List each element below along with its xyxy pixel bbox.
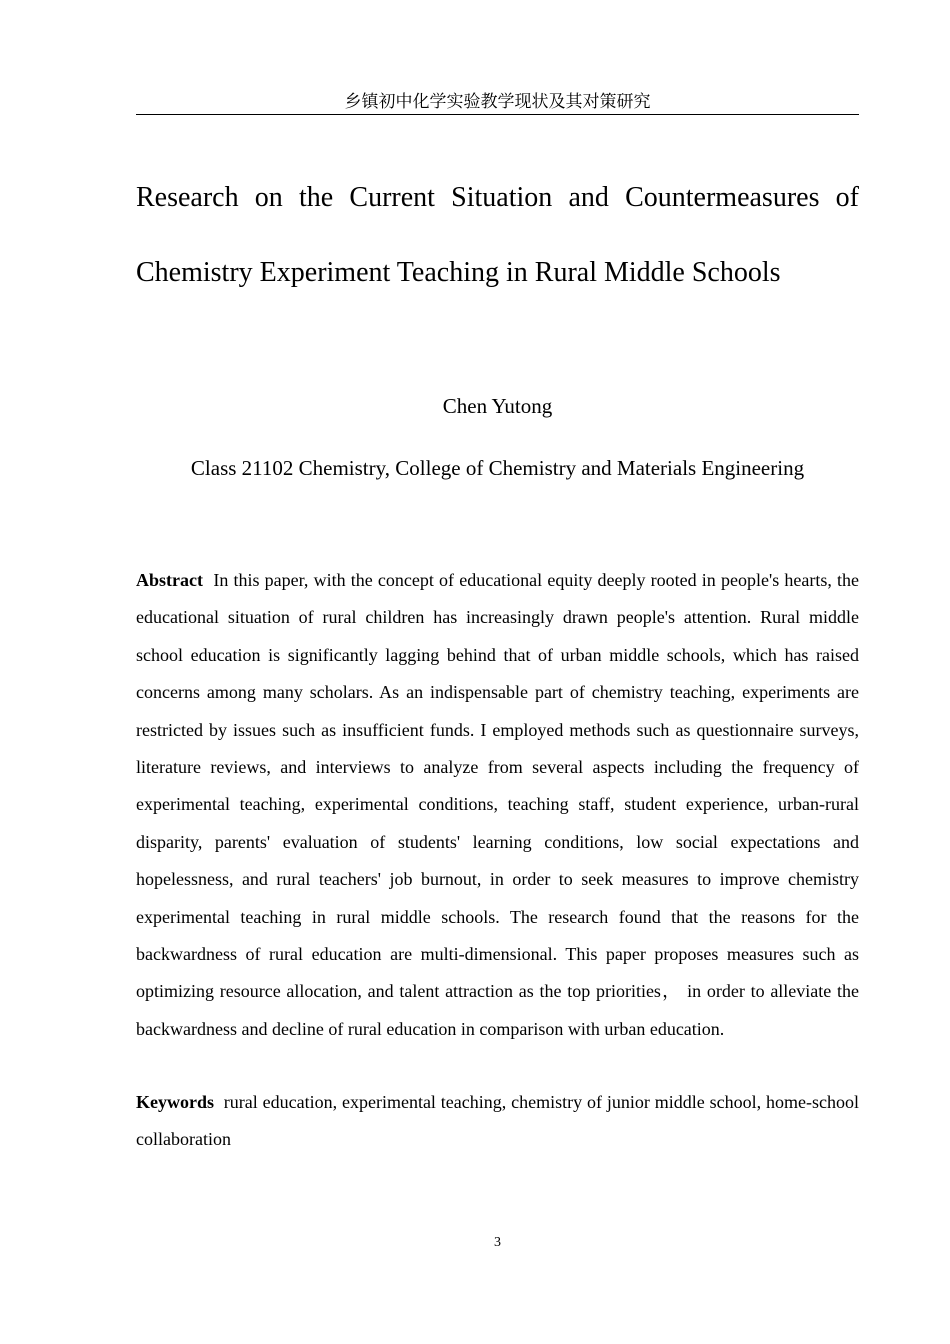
author-name: Chen Yutong	[442, 394, 553, 418]
paper-title-line-2: Chemistry Experiment Teaching in Rural Middle Schools	[136, 257, 781, 288]
keywords-paragraph	[136, 1084, 859, 1158]
paper-title	[136, 160, 859, 310]
author-affiliation: Class 21102 Chemistry, College of Chemistry and Materials Engineering	[190, 456, 805, 480]
keywords-text: rural education, experimental teaching, chemistry of junior middle school, home-school collaboration	[136, 1092, 860, 1149]
paper-title-line-1: Research on the Current Situation and Countermeasures of	[136, 182, 859, 213]
abstract-text: In this paper, with the concept of educational equity deeply rooted in people's hearts, the educational situation of rural children has increasingly drawn people's attention. Rural middle school education is significantly lagging behind that of urban middle schools, which has raised concerns among many scholars. As an indispensable part of chemistry teaching, experiments are restricted by issues such as insufficient funds. I employed methods such as questionnaire surveys, literature reviews, and interviews to analyze from several aspects including the frequency of experimental teaching, experimental conditions, teaching staff, student experience, urban-rural disparity, parents' evaluation of students' learning conditions, low social expectations and hopelessness, and rural teachers' job burnout, in order to seek measures to improve chemistry experimental teaching in rural middle schools. The research found that the reasons for the backwardness of rural education are multi-dimensional. This paper proposes measures such as optimizing resource allocation, and talent attraction as the top priorities， in order to alleviate the backwardness and decline of rural education in comparison with urban education.	[136, 570, 859, 1039]
running-header: 乡镇初中化学实验教学现状及其对策研究	[136, 90, 859, 115]
abstract-paragraph	[136, 562, 859, 1048]
page-number: 3	[494, 1235, 501, 1250]
keywords-label: Keywords	[136, 1092, 214, 1112]
abstract-label: Abstract	[136, 570, 203, 590]
